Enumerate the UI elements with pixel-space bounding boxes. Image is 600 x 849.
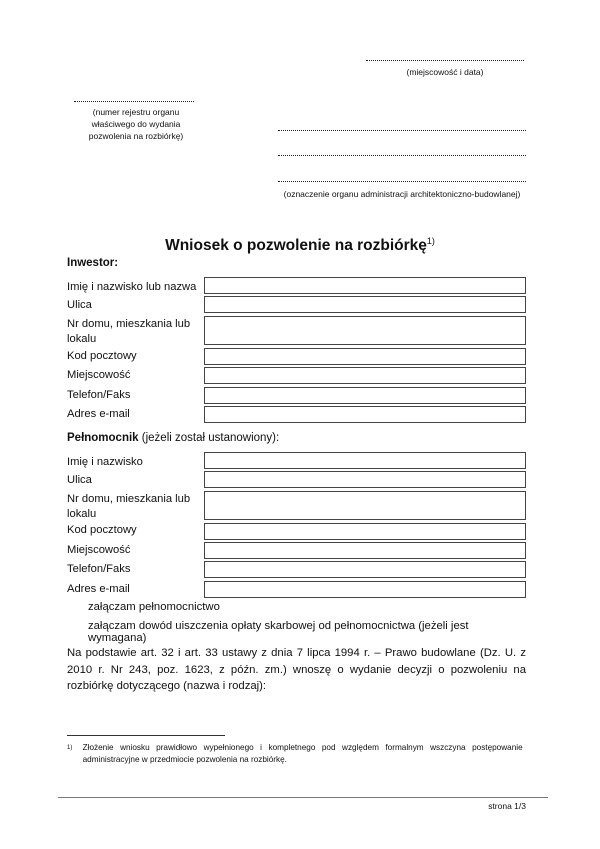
title-footnote-ref: 1) [426,236,435,246]
proxy-street-field[interactable] [204,471,526,488]
investor-name-field[interactable] [204,277,526,294]
investor-street-label: Ulica [67,299,92,311]
proxy-email-label: Adres e-mail [67,583,130,595]
investor-heading: Inwestor: [67,257,119,269]
proxy-city-field[interactable] [204,542,526,559]
proxy-heading-bold: Pełnomocnik [67,432,139,444]
footnote-separator [67,735,225,736]
page-number: strona 1/3 [488,801,526,811]
proxy-email-field[interactable] [204,581,526,598]
investor-phone-label: Telefon/Faks [67,389,131,401]
authority-line-2[interactable] [278,155,526,156]
attachment-stamp-duty-proof: załączam dowód uiszczenia opłaty skarbowej od pełnomocnictwa (jeżeli jest wymagana) [88,620,469,644]
proxy-phone-field[interactable] [204,561,526,578]
proxy-name-field[interactable] [204,452,526,469]
investor-postal-code-label: Kod pocztowy [67,350,137,362]
proxy-postal-code-field[interactable] [204,523,526,540]
document-title [0,236,600,255]
footnote [67,742,527,766]
proxy-street-label: Ulica [67,474,92,486]
register-caption: (numer rejestru organu właściwego do wydania pozwolenia na rozbiórkę) [88,107,184,141]
proxy-postal-code-label: Kod pocztowy [67,524,137,536]
authority-line-3[interactable] [278,181,526,182]
proxy-city-label: Miejscowość [67,544,131,556]
investor-phone-field[interactable] [204,387,526,404]
authority-line-1[interactable] [278,130,526,131]
register-number-line[interactable] [74,101,194,102]
proxy-house-number-field[interactable] [204,491,526,520]
legal-basis-paragraph: Na podstawie art. 32 i art. 33 ustawy z dnia 7 lipca 1994 r. – Prawo budowlane (Dz. U. z 2010 r. Nr 243, poz. 1623, z późn. zm.) wnoszę o wydanie decyzji o pozwoleniu na rozbiórkę dotyczącego (nazwa i rodzaj): [67,647,526,692]
investor-email-field[interactable] [204,406,526,423]
investor-email-label: Adres e-mail [67,408,130,420]
title-text: Wniosek o pozwolenie na rozbiórkę [165,237,427,255]
investor-city-label: Miejscowość [67,369,131,381]
investor-house-number-label: Nr domu, mieszkania lub lokalu [67,318,191,345]
footer-rule [58,797,548,798]
investor-postal-code-field[interactable] [204,348,526,365]
investor-street-field[interactable] [204,296,526,313]
proxy-heading-rest: (jeżeli został ustanowiony): [138,432,280,444]
footnote-marker: 1) [67,745,73,751]
proxy-phone-label: Telefon/Faks [67,563,131,575]
attachment-power-of-attorney: załączam pełnomocnictwo [88,601,220,613]
investor-name-label: Imię i nazwisko lub nazwa [67,281,197,293]
proxy-name-label: Imię i nazwisko [67,456,143,468]
place-date-caption: (miejscowość i data) [406,67,484,77]
place-date-line[interactable] [366,60,524,61]
proxy-heading [67,432,279,444]
investor-city-field[interactable] [204,367,526,384]
footnote-text: Złożenie wniosku prawidłowo wypełnionego i kompletnego pod względem formalnym wszczyna postępowanie administracyjne w przedmiocie pozwolenia na rozbiórkę. [82,743,523,764]
authority-caption: (oznaczenie organu administracji architektoniczno-budowlanej) [283,189,521,199]
investor-house-number-field[interactable] [204,316,526,345]
proxy-house-number-label: Nr domu, mieszkania lub lokalu [67,493,191,520]
